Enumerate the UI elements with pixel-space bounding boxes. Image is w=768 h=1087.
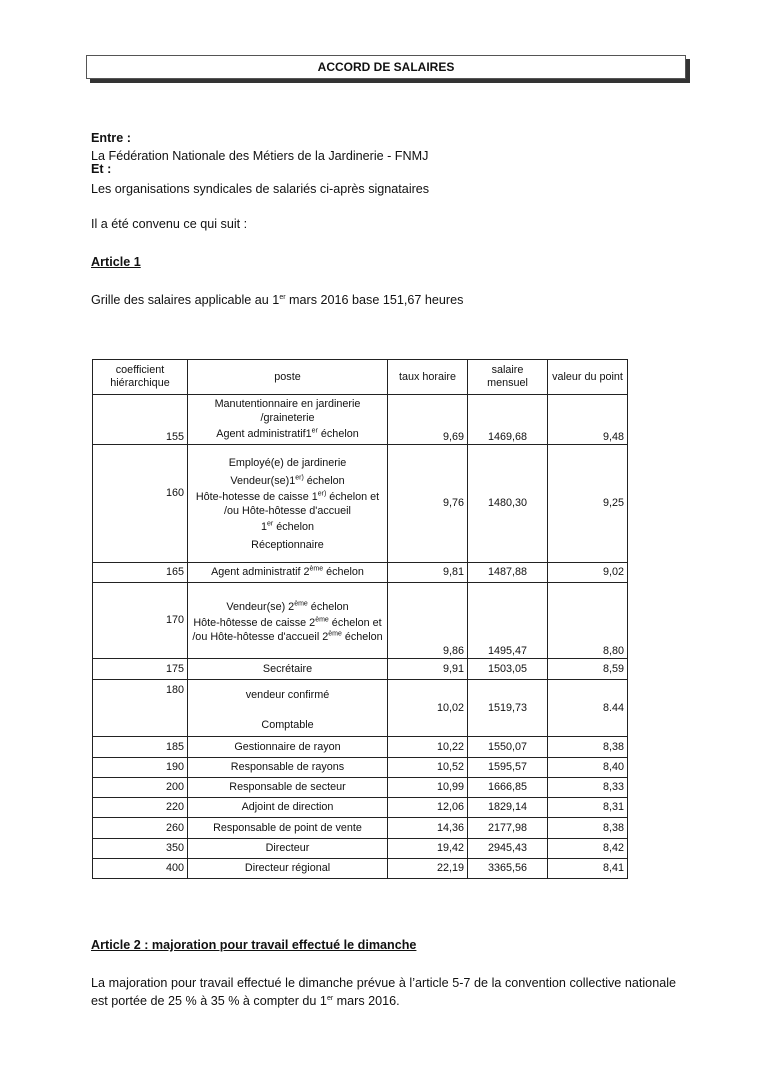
header-valeur: valeur du point xyxy=(548,360,628,395)
header-poste: poste xyxy=(188,360,388,395)
table-header-row xyxy=(93,360,628,395)
article2-heading: Article 2 : majoration pour travail effectué le dimanche xyxy=(91,938,417,952)
table-row: 175 Secrétaire 9,91 1503,05 8,59 xyxy=(93,659,628,680)
table-row: 400 Directeur régional 22,19 3365,56 8,41 xyxy=(93,859,628,879)
table-row: 160 Employé(e) de jardinerie $Vendeur(se)1^{er)}$ échelon Hôte-hotesse de caisse $1^{er)}$ échelon et /ou Hôte-hôtesse d'accueil 1er échelon Réceptionnaire 9,76 1480,30 9,25 xyxy=(93,445,628,563)
article1-heading: Article 1 xyxy=(91,255,141,269)
et-label: Et : xyxy=(91,162,112,176)
table-row: 350 Directeur 19,42 2945,43 8,42 xyxy=(93,839,628,859)
table-row: 185 Gestionnaire de rayon 10,22 1550,07 8,38 xyxy=(93,737,628,758)
table-row: 180 vendeur confirmé Comptable 10,02 1519,73 8.44 xyxy=(93,680,628,737)
convenu-text: Il a été convenu ce qui suit : xyxy=(91,217,248,231)
article2-text: La majoration pour travail effectué le dimanche prévue à l’article 5-7 de la convention collective nationale est portée de 25 % à 35 % à compter du 1er mars 2016. xyxy=(91,976,676,1008)
salary-table xyxy=(92,359,628,879)
table-row: 165 Agent administratif 2ème échelon 9,81 1487,88 9,02 xyxy=(93,563,628,583)
header-salaire: salaire mensuel xyxy=(468,360,548,395)
grille-text: Grille des salaires applicable au 1er mars 2016 base 151,67 heures xyxy=(91,293,464,307)
table-row: 155 Manutentionnaire en jardinerie /graineterie Agent administratif1er échelon 9,69 1469,68 9,48 xyxy=(93,395,628,445)
table-row: 220 Adjoint de direction 12,06 1829,14 8,31 xyxy=(93,798,628,818)
table-row: 260 Responsable de point de vente 14,36 2177,98 8,38 xyxy=(93,818,628,839)
et-text: Les organisations syndicales de salariés ci-après signataires xyxy=(91,182,430,196)
document-title: ACCORD DE SALAIRES xyxy=(86,55,686,79)
entre-text: La Fédération Nationale des Métiers de la Jardinerie - FNMJ xyxy=(91,149,429,163)
table-row: 190 Responsable de rayons 10,52 1595,57 8,40 xyxy=(93,758,628,778)
header-coef: coefficient hiérarchique xyxy=(93,360,188,395)
header-taux: taux horaire xyxy=(388,360,468,395)
entre-label: Entre : xyxy=(91,131,131,145)
table-row: 200 Responsable de secteur 10,99 1666,85 8,33 xyxy=(93,778,628,798)
table-row: 170 Vendeur(se) 2ème échelon Hôte-hôtesse de caisse 2ème échelon et /ou Hôte-hôtesse d'accueil 2ème échelon 9,86 1495,47 8,80 xyxy=(93,583,628,659)
